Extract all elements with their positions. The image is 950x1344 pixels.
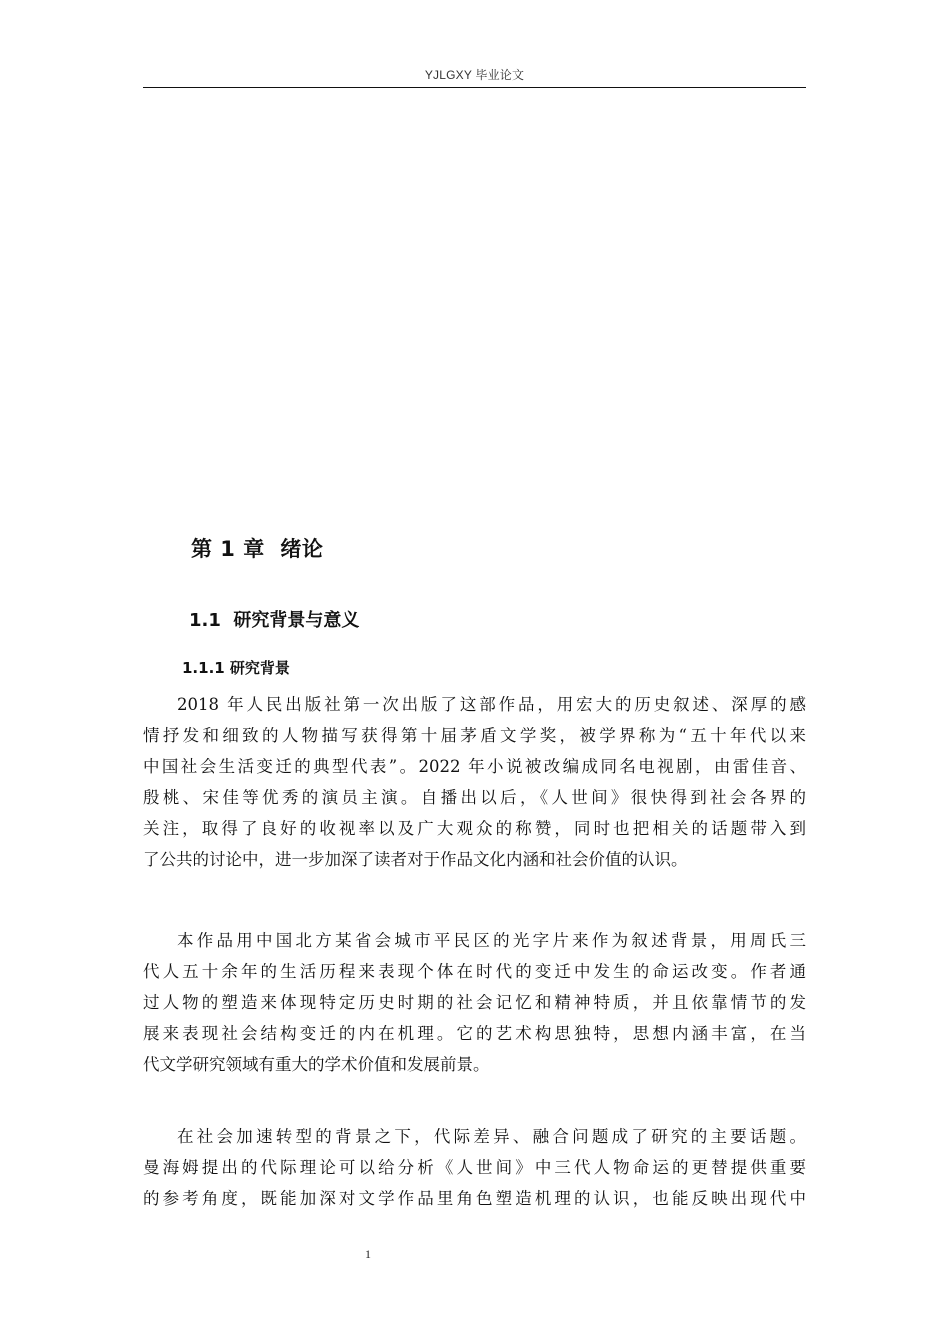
paragraph-line: 代文学研究领域有重大的学术价值和发展前景。 — [143, 1055, 490, 1074]
paragraph-line: 情抒发和细致的人物描写获得第十届茅盾文学奖，被学界称为“五十年代以来 — [143, 726, 806, 745]
page-header: YJLGXY 毕业论文 — [424, 68, 525, 82]
paragraph-line: 在社会加速转型的背景之下，代际差异、融合问题成了研究的主要话题。 — [177, 1127, 806, 1146]
paragraph-line: 关注，取得了良好的收视率以及广大观众的称赞，同时也把相关的话题带入到 — [143, 819, 806, 838]
section-title: 1.1 研究背景与意义 — [189, 610, 360, 631]
paragraph-2 — [143, 925, 806, 1080]
paragraph-line: 展来表现社会结构变迁的内在机理。它的艺术构思独特，思想内涵丰富，在当 — [143, 1024, 806, 1043]
header-divider — [143, 87, 806, 88]
paragraph-1 — [143, 689, 806, 875]
paragraph-line: 的参考角度，既能加深对文学作品里角色塑造机理的认识，也能反映出现代中 — [143, 1189, 806, 1208]
page-number: 1 — [365, 1247, 371, 1261]
chapter-title: 第 1 章 绪论 — [191, 537, 324, 561]
paragraph-line: 过人物的塑造来体现特定历史时期的社会记忆和精神特质，并且依靠情节的发 — [143, 993, 806, 1012]
paragraph-3 — [143, 1121, 806, 1214]
paragraph-line: 曼海姆提出的代际理论可以给分析《人世间》中三代人物命运的更替提供重要 — [143, 1158, 806, 1177]
paragraph-line: 了公共的讨论中，进一步加深了读者对于作品文化内涵和社会价值的认识。 — [143, 850, 688, 869]
paragraph-line: 2018 年人民出版社第一次出版了这部作品，用宏大的历史叙述、深厚的感 — [177, 695, 806, 714]
paragraph-line: 中国社会生活变迁的典型代表”。2022 年小说被改编成同名电视剧，由雷佳音、 — [143, 757, 806, 776]
paragraph-line: 代人五十余年的生活历程来表现个体在时代的变迁中发生的命运改变。作者通 — [143, 962, 806, 981]
paragraph-line: 殷桃、宋佳等优秀的演员主演。自播出以后，《人世间》很快得到社会各界的 — [143, 788, 806, 807]
subsection-title: 1.1.1 研究背景 — [182, 659, 290, 677]
paragraph-line: 本作品用中国北方某省会城市平民区的光字片来作为叙述背景，用周氏三 — [177, 931, 806, 950]
